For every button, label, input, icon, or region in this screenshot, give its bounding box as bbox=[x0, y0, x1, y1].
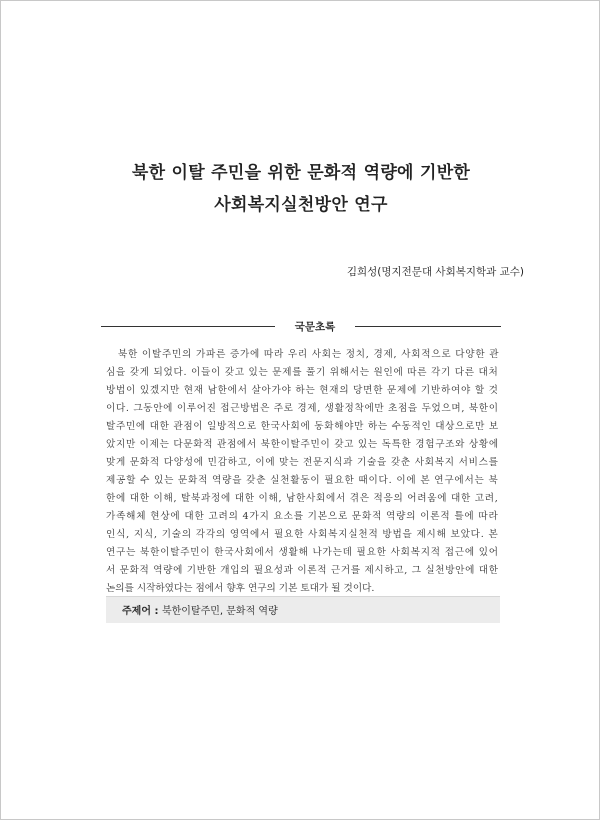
abstract-line: 탈주민에 대한 관점이 일방적으로 한국사회에 동화해야만 하는 수동적인 대상으로만 보 bbox=[106, 421, 499, 432]
paper-title-line-2: 사회복지실천방안 연구 bbox=[214, 195, 388, 215]
abstract-line: 이다. 그동안에 이루어진 접근방법은 주로 경제, 생활정착에만 초점을 두었으며, 북한이 bbox=[106, 403, 499, 414]
keywords-label: 주제어 : bbox=[122, 606, 162, 617]
abstract-line: 인식, 지식, 기술의 각각의 영역에서 필요한 사회복지실천적 방법을 제시해 보았다. 본 bbox=[106, 529, 499, 540]
keywords-bar bbox=[106, 596, 500, 623]
abstract-line: 한에 대한 이해, 탈북과정에 대한 이해, 남한사회에서 겪은 적응의 어려움에 대한 고려, bbox=[106, 493, 499, 504]
abstract-header bbox=[101, 319, 501, 335]
abstract-line: 서 문화적 역량에 기반한 개입의 필요성과 이론적 근거를 제시하고, 그 실천방안에 대한 bbox=[106, 565, 499, 576]
abstract-line: 가족해체 현상에 대한 고려의 4가지 요소를 기본으로 문화적 역량의 이론적 틀에 따라 bbox=[106, 511, 499, 522]
paper-title-line-1: 북한 이탈 주민을 위한 문화적 역량에 기반한 bbox=[131, 163, 471, 183]
abstract-line: 논의를 시작하였다는 점에서 향후 연구의 기본 토대가 될 것이다. bbox=[106, 583, 375, 594]
abstract-line: 맞게 문화적 다양성에 민감하고, 이에 맞는 전문지식과 기술을 갖춘 사회복지 서비스를 bbox=[106, 457, 499, 468]
keywords bbox=[122, 602, 278, 617]
abstract-line: 제공할 수 있는 문화적 역량을 갖춘 실천활동이 필요한 때이다. 이에 본 연구에서는 북 bbox=[106, 475, 499, 486]
abstract-header-rule-right bbox=[355, 326, 501, 327]
abstract-line: 방법이 있겠지만 현재 남한에서 살아가야 하는 현재의 당면한 문제에 기반하여야 할 것 bbox=[106, 385, 499, 396]
author-affiliation: 김희성(명지전문대 사회복지학과 교수) bbox=[346, 266, 524, 278]
abstract-line: 연구는 북한이탈주민이 한국사회에서 생활해 나가는데 필요한 사회복지적 접근에 있어 bbox=[106, 547, 499, 558]
abstract-line: 북한 이탈주민의 가파른 증가에 따라 우리 사회는 정치, 경제, 사회적으로 다양한 관 bbox=[118, 349, 500, 360]
keywords-value: 북한이탈주민, 문화적 역량 bbox=[161, 606, 278, 617]
abstract-header-rule-left bbox=[101, 326, 275, 327]
abstract-line: 았지만 이제는 다문화적 관점에서 북한이탈주민이 갖고 있는 독특한 경험구조와 상황에 bbox=[106, 439, 499, 450]
abstract-body bbox=[106, 347, 500, 594]
abstract-header-label: 국문초록 bbox=[294, 321, 336, 333]
abstract-line: 심을 갖게 되었다. 이들이 갖고 있는 문제를 풀기 위해서는 원인에 따른 각기 다른 대처 bbox=[106, 367, 499, 378]
